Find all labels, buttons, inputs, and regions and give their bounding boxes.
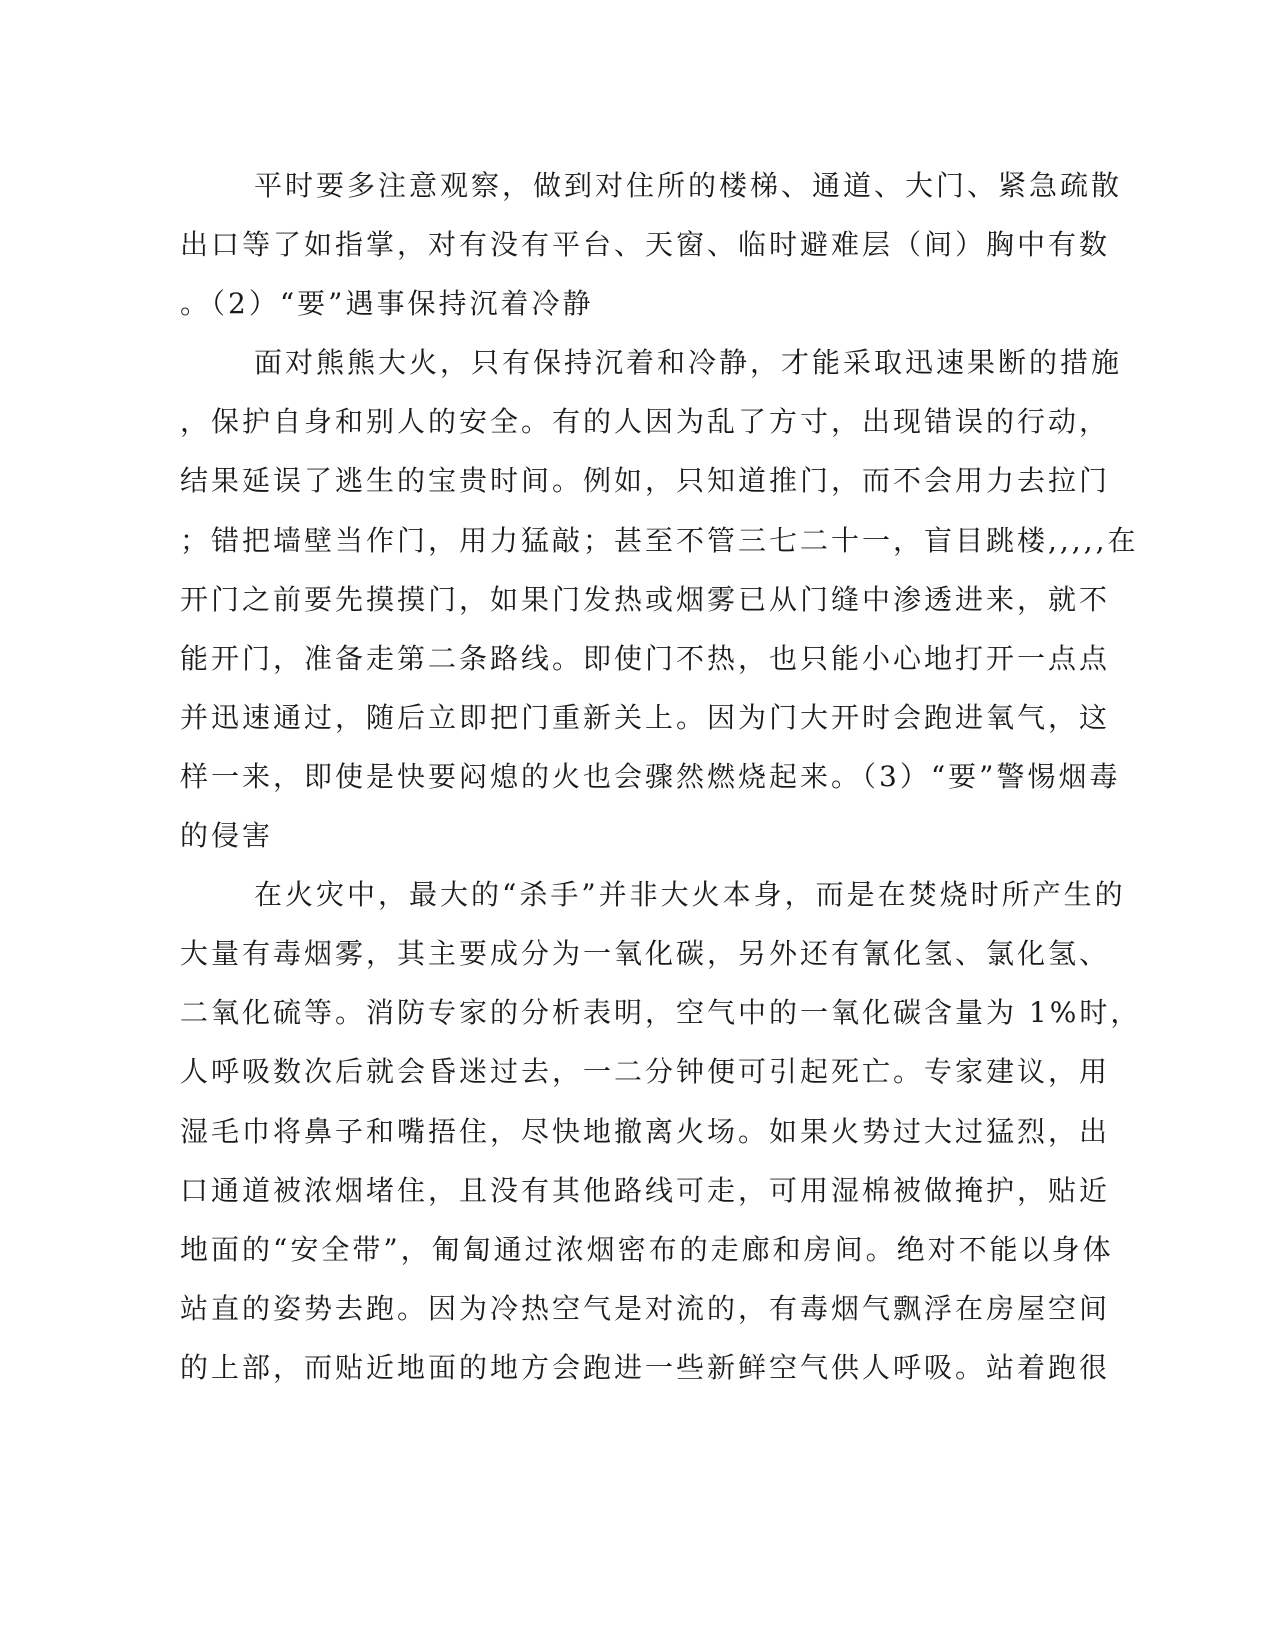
paragraph-line: 样一来，即使是快要闷熄的火也会骤然燃烧起来。（3）“要”警惕烟毒 xyxy=(180,759,1121,793)
paragraph-line: 的侵害 xyxy=(180,819,274,853)
paragraph-line: 二氧化硫等。消防专家的分析表明，空气中的一氧化碳含量为 1%时， xyxy=(180,996,1142,1030)
paragraph-line: 人呼吸数次后就会昏迷过去，一二分钟便可引起死亡。专家建议，用 xyxy=(180,1055,1111,1089)
paragraph-line: 开门之前要先摸摸门，如果门发热或烟雾已从门缝中渗透进来，就不 xyxy=(180,582,1111,616)
body-text xyxy=(180,156,1142,1397)
paragraph-line: ；错把墙壁当作门，用力猛敲；甚至不管三七二十一，盲目跳楼,,,,,在 xyxy=(180,523,1139,557)
paragraph-line: 平时要多注意观察，做到对住所的楼梯、通道、大门、紧急疏散 xyxy=(254,169,1123,202)
paragraph-line: 地面的“安全带”，匍匐通过浓烟密布的走廊和房间。绝对不能以身体 xyxy=(180,1232,1114,1266)
paragraph-line: 在火灾中，最大的“杀手”并非大火本身，而是在焚烧时所产生的 xyxy=(254,878,1126,912)
paragraph-line: 的上部，而贴近地面的地方会跑进一些新鲜空气供人呼吸。站着跑很 xyxy=(180,1350,1111,1384)
paragraph-line: 面对熊熊大火，只有保持沉着和冷静，才能采取迅速果断的措施 xyxy=(254,346,1123,380)
paragraph-line: 口通道被浓烟堵住，且没有其他路线可走，可用湿棉被做掩护，贴近 xyxy=(180,1173,1111,1207)
paragraph-line: ，保护自身和别人的安全。有的人因为乱了方寸，出现错误的行动， xyxy=(180,405,1111,439)
paragraph-line: 。（2）“要”遇事保持沉着冷静 xyxy=(180,287,594,321)
paragraph-line: 湿毛巾将鼻子和嘴捂住，尽快地撤离火场。如果火势过大过猛烈，出 xyxy=(180,1114,1111,1148)
paragraph-line: 大量有毒烟雾，其主要成分为一氧化碳，另外还有氰化氢、氯化氢、 xyxy=(180,937,1111,971)
paragraph-line: 结果延误了逃生的宝贵时间。例如，只知道推门，而不会用力去拉门 xyxy=(180,464,1111,498)
paragraph-line: 站直的姿势去跑。因为冷热空气是对流的，有毒烟气飘浮在房屋空间 xyxy=(180,1291,1111,1325)
paragraph-line: 能开门，准备走第二条路线。即使门不热，也只能小心地打开一点点 xyxy=(180,641,1111,675)
paragraph-line: 出口等了如指掌，对有没有平台、天窗、临时避难层（间）胸中有数 xyxy=(180,228,1111,262)
paragraph-line: 并迅速通过，随后立即把门重新关上。因为门大开时会跑进氧气，这 xyxy=(180,700,1111,734)
